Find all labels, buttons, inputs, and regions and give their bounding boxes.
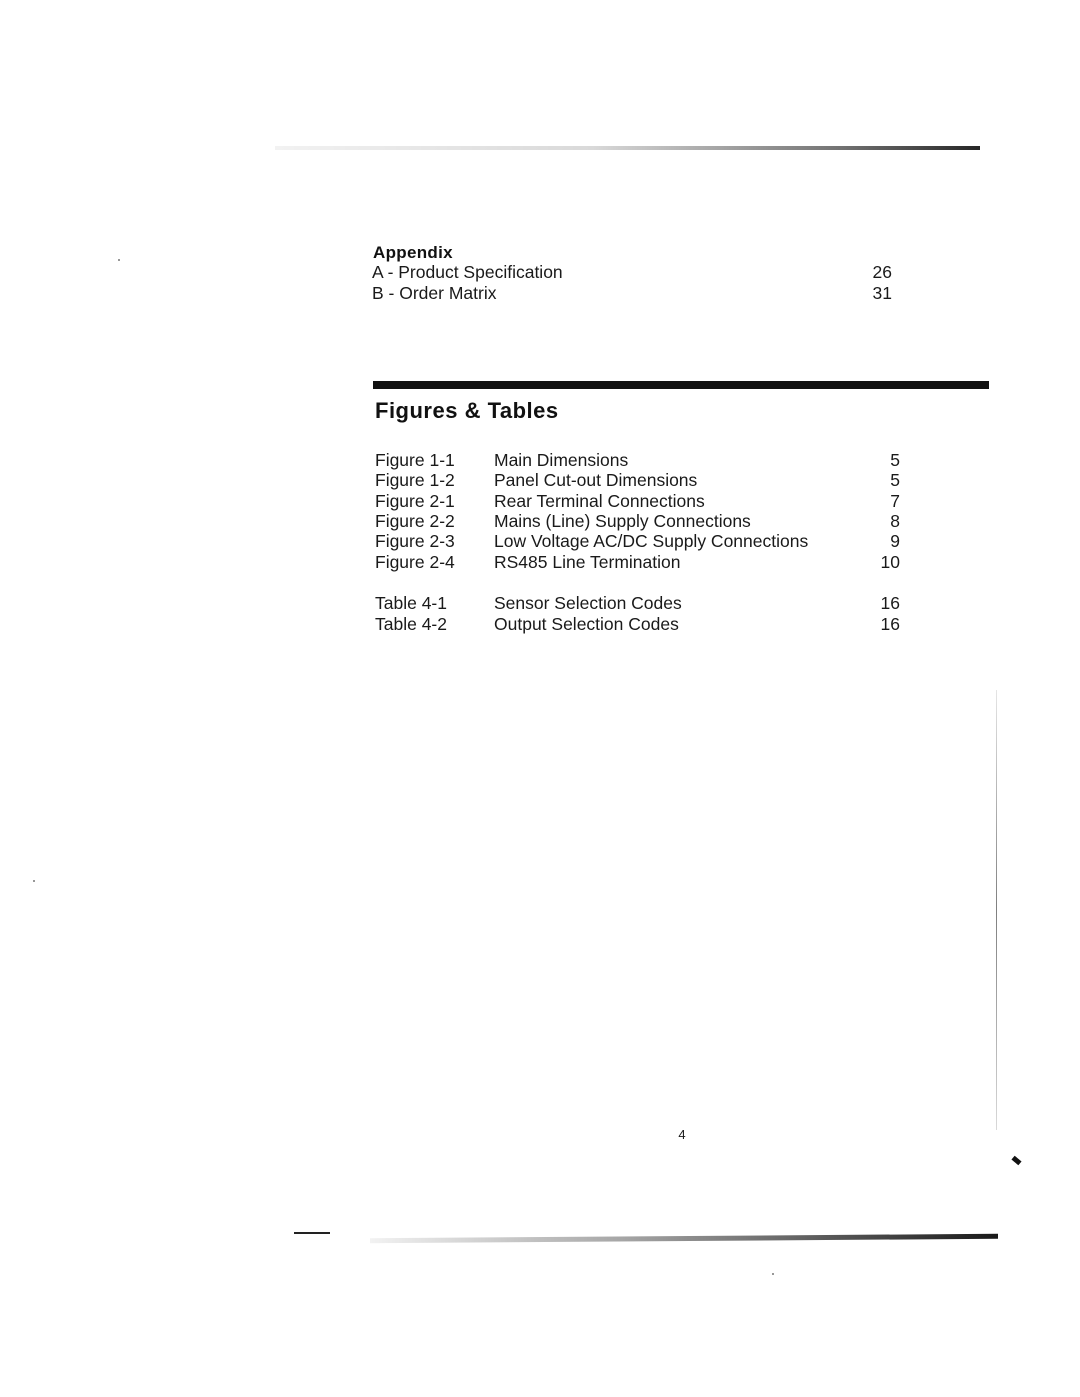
toc-entry-label: Figure 1-2 — [375, 470, 455, 490]
toc-entry-title: RS485 Line Termination — [494, 552, 681, 572]
toc-entry-label: A - Product Specification — [372, 262, 563, 282]
scan-speck — [118, 259, 120, 261]
scan-edge-right — [996, 690, 997, 1130]
toc-entry-title: Mains (Line) Supply Connections — [494, 511, 751, 531]
toc-entry-page: 8 — [890, 511, 900, 531]
toc-entry-page: 31 — [872, 283, 892, 303]
figures-tables-title: Figures & Tables — [375, 398, 559, 423]
toc-entry-title: Low Voltage AC/DC Supply Connections — [494, 531, 809, 551]
toc-entry-title: Output Selection Codes — [494, 614, 679, 634]
toc-entry-page: 7 — [890, 491, 900, 511]
scan-edge-top — [275, 146, 980, 150]
scan-speck — [33, 880, 35, 882]
toc-entry-page: 16 — [880, 614, 900, 634]
toc-entry-page: 9 — [890, 531, 900, 551]
toc-entry-page: 10 — [880, 552, 900, 572]
toc-entry-title: Sensor Selection Codes — [494, 593, 682, 613]
toc-entry-label: Figure 1-1 — [375, 450, 455, 470]
toc-entry-label: Figure 2-1 — [375, 491, 455, 511]
section-rule — [373, 381, 989, 389]
toc-entry-label: Figure 2-3 — [375, 531, 455, 551]
toc-entry-title: Main Dimensions — [494, 450, 629, 470]
toc-entry-page: 16 — [880, 593, 900, 613]
scan-speck — [772, 1273, 774, 1275]
scan-edge-bottom — [370, 1234, 998, 1243]
toc-entry-page: 5 — [890, 450, 900, 470]
toc-entry-label: B - Order Matrix — [372, 283, 497, 303]
toc-entry-page: 26 — [872, 262, 892, 282]
scan-mark-corner — [1011, 1156, 1021, 1166]
toc-entry-page: 5 — [890, 470, 900, 490]
toc-entry-label: Table 4-2 — [375, 614, 447, 634]
appendix-title: Appendix — [373, 243, 453, 262]
toc-entry-title: Panel Cut-out Dimensions — [494, 470, 698, 490]
toc-entry-label: Figure 2-2 — [375, 511, 455, 531]
toc-entry-label: Table 4-1 — [375, 593, 447, 613]
toc-entry-title: Rear Terminal Connections — [494, 491, 705, 511]
scan-mark-left — [294, 1232, 330, 1234]
page-number: 4 — [678, 1127, 686, 1142]
toc-entry-label: Figure 2-4 — [375, 552, 455, 572]
